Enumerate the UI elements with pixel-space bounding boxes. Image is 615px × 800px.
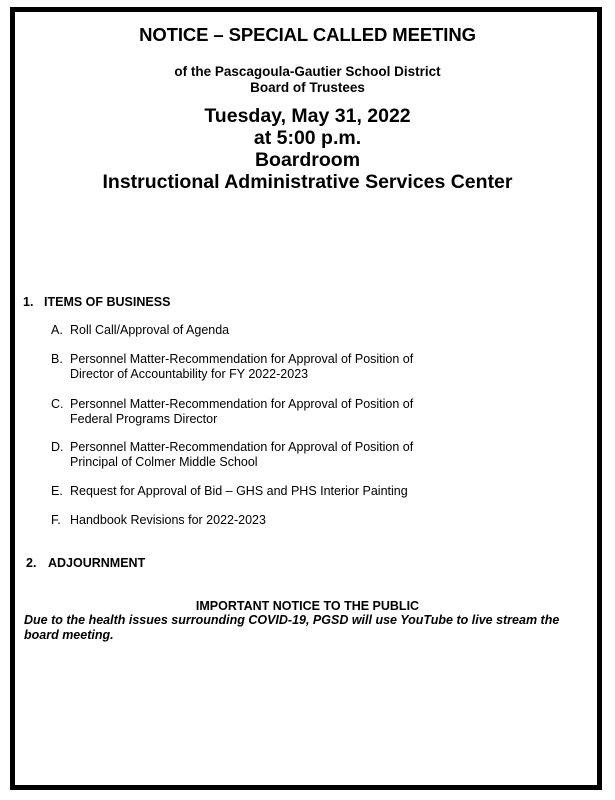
item-text: Request for Approval of Bid – GHS and PHS Interior Painting (70, 484, 408, 498)
item-text: Handbook Revisions for 2022-2023 (70, 513, 266, 527)
public-notice-heading: IMPORTANT NOTICE TO THE PUBLIC (195, 599, 420, 613)
section-title: ITEMS OF BUSINESS (44, 295, 171, 309)
public-notice-body: Due to the health issues surrounding COVID-19, PGSD will use YouTube to live stream the board meeting. (24, 613, 560, 642)
district-name: of the Pascagoula-Gautier School District (174, 64, 441, 79)
item-text: Personnel Matter-Recommendation for Approval of Position of (70, 397, 414, 411)
item-letter: A. (51, 323, 63, 337)
item-text: Personnel Matter-Recommendation for Approval of Position of (70, 352, 414, 366)
section-number: 2. (26, 556, 37, 570)
item-text-continued: Federal Programs Director (70, 412, 218, 426)
item-text: Personnel Matter-Recommendation for Approval of Position of (70, 440, 414, 454)
section-items-of-business (23, 295, 170, 309)
section-title: ADJOURNMENT (48, 556, 146, 570)
item-text: Roll Call/Approval of Agenda (70, 323, 230, 337)
meeting-time: at 5:00 p.m. (253, 127, 362, 149)
item-letter: F. (51, 513, 61, 527)
item-text-continued: Principal of Colmer Middle School (70, 455, 258, 469)
meeting-location: Instructional Administrative Services Center (102, 171, 513, 193)
item-letter: D. (51, 440, 64, 454)
item-letter: E. (51, 484, 63, 498)
notice-title: NOTICE – SPECIAL CALLED MEETING (139, 24, 476, 45)
meeting-date: Tuesday, May 31, 2022 (204, 105, 411, 127)
board-name: Board of Trustees (250, 80, 365, 95)
meeting-room: Boardroom (254, 149, 361, 171)
section-number: 1. (23, 295, 34, 309)
item-letter: B. (51, 352, 63, 366)
section-adjournment (26, 556, 145, 570)
item-letter: C. (51, 397, 64, 411)
item-text-continued: Director of Accountability for FY 2022-2023 (70, 367, 309, 381)
